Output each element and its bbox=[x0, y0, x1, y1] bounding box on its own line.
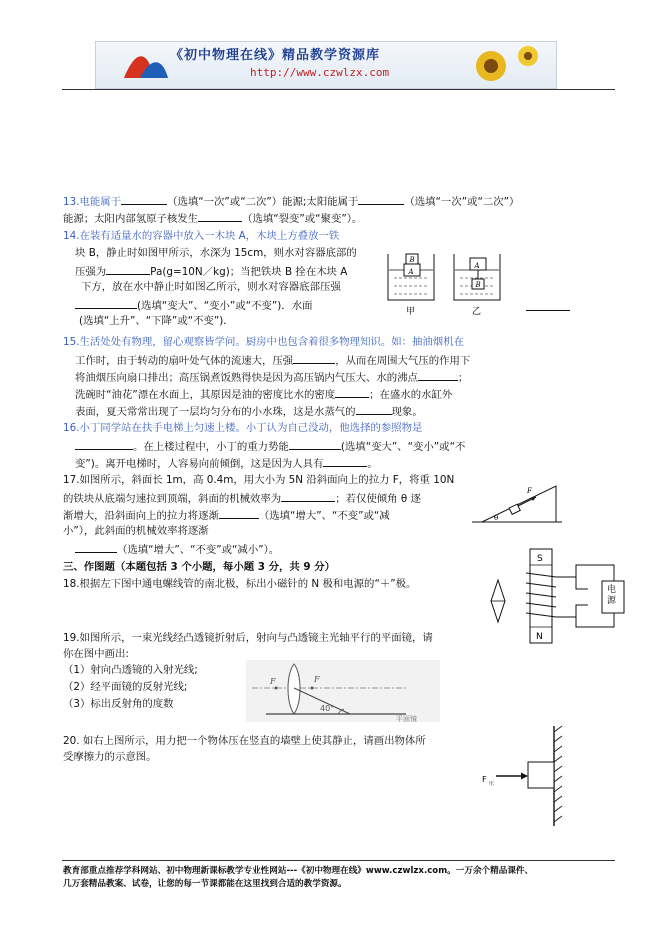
answer-blank[interactable] bbox=[358, 194, 404, 205]
answer-blank[interactable] bbox=[526, 300, 570, 311]
label-f-press: F bbox=[482, 775, 487, 784]
question-17-line-2: 的铁块从底端匀速拉到顶端，斜面的机械效率为 ；若仅使倾角 θ 逐 bbox=[63, 493, 421, 505]
question-14-line-4: 下方，放在水中静止时如图乙所示，则水对容器底部压强 bbox=[81, 281, 341, 293]
answer-blank[interactable] bbox=[281, 491, 335, 502]
question-19-line-4: （2）经平面镜的反射光线; bbox=[63, 681, 188, 693]
question-14-line-1: 14.在装有适量水的容器中放入一木块 A，木块上方叠放一铁 bbox=[63, 230, 340, 242]
question-16-line-3: 变”)。离开电梯时，人容易向前倾倒，这是因为人具有 。 bbox=[75, 458, 378, 470]
question-17-line-4: 小”），此斜面的机械效率将逐渐 bbox=[63, 525, 209, 537]
answer-blank[interactable] bbox=[198, 211, 242, 222]
answer-blank[interactable] bbox=[356, 404, 392, 415]
label-focal-left: F bbox=[270, 677, 276, 686]
question-19-line-1: 19.如图所示，一束光线经凸透镜折射后，射向与凸透镜主光轴平行的平面镜，请 bbox=[63, 632, 433, 644]
answer-blank[interactable] bbox=[75, 542, 117, 553]
label-f-press-subscript: 压 bbox=[489, 781, 495, 787]
figure-18-magnet-needle bbox=[488, 578, 508, 624]
answer-blank[interactable] bbox=[75, 298, 137, 309]
question-14-line-2: 块 B，静止时如图甲所示，水深为 15cm，则水对容器底部的 bbox=[75, 247, 357, 259]
label-mirror: 平面镜 bbox=[396, 715, 417, 722]
answer-blank[interactable] bbox=[293, 353, 335, 364]
label-focal-right: F bbox=[314, 675, 320, 684]
label-jia: 甲 bbox=[406, 307, 416, 317]
object-block bbox=[528, 762, 554, 788]
label-force: F bbox=[527, 487, 532, 495]
footer-line-2: 几万套精品教案、试卷，让您的每一节课都能在这里找到合适的教学资源。 bbox=[63, 879, 347, 889]
banner-url[interactable]: http://www.czwlzx.com bbox=[250, 66, 390, 79]
figure-19-lens-mirror bbox=[246, 660, 440, 722]
figure-14-containers bbox=[380, 248, 515, 318]
question-20-line-2: 受摩擦力的示意图。 bbox=[63, 751, 157, 763]
question-15-line-3: 将油烟压向扇口排出；高压锅煮饭熟得快是因为高压锅内气压大、水的沸点 ； bbox=[75, 372, 469, 384]
answer-blank[interactable] bbox=[335, 387, 369, 398]
question-15-line-5: 表面，夏天常常出现了一层均匀分布的小水珠，这是水蒸气的 现象。 bbox=[75, 406, 423, 418]
question-19-line-3: （1）射向凸透镜的入射光线; bbox=[63, 664, 198, 676]
question-15-line-1: 15.生活处处有物理，留心观察皆学问。厨房中也包含着很多物理知识。如：抽油烟机在 bbox=[63, 336, 464, 348]
question-15-line-2: 工作时，由于转动的扇叶处气体的流速大，压强 ，从而在周围大气压的作用下 bbox=[75, 355, 471, 367]
answer-blank[interactable] bbox=[106, 264, 150, 275]
label-n: N bbox=[536, 632, 543, 642]
answer-blank[interactable] bbox=[219, 508, 259, 519]
footer-line-1: 教育部重点推荐学科网站、初中物理新课标教学专业性网站---《初中物理在线》www.czwlzx.com。一万余个精品课件、 bbox=[63, 866, 534, 876]
label-a: A bbox=[408, 268, 414, 276]
question-14-line-3: 压强为 Pa(g=10N／kg)；当把铁块 B 拴在木块 A bbox=[75, 266, 348, 278]
answer-blank[interactable] bbox=[323, 456, 367, 467]
answer-blank[interactable] bbox=[121, 194, 167, 205]
label-b: B bbox=[475, 281, 481, 289]
label-yi: 乙 bbox=[472, 307, 482, 317]
banner-title: 《初中物理在线》精品教学资源库 bbox=[170, 48, 381, 63]
question-16-line-1: 16.小丁同学站在扶手电梯上匀速上楼。小丁认为自己没动，他选择的参照物是 bbox=[63, 422, 423, 434]
label-power: 电源 bbox=[607, 585, 617, 606]
figure-17-incline bbox=[470, 478, 565, 528]
question-17-line-3: 渐增大，沿斜面向上的拉力将逐渐 （选填“增大”、“不变”或“减 bbox=[63, 510, 390, 522]
header-divider bbox=[62, 89, 615, 90]
question-13-line-2: 能源；太阳内部氢原子核发生 （选填“裂变”或“聚变”）。 bbox=[63, 213, 363, 225]
answer-blank[interactable] bbox=[75, 439, 133, 450]
section-3-heading: 三、作图题（本题包括 3 个小题，每小题 3 分，共 9 分） bbox=[63, 561, 335, 573]
figure-20-wall bbox=[478, 722, 564, 832]
question-13-line-1: 13.电能属于 （选填“一次”或“二次”）能源;太阳能属于 （选填“一次”或“二次”） bbox=[63, 196, 520, 208]
question-16-line-2: 。在上楼过程中，小丁的重力势能 (选填“变大”、“变小”或“不 bbox=[75, 439, 465, 454]
label-theta: θ bbox=[494, 514, 499, 522]
question-18: 18.根据左下图中通电螺线管的南北极，标出小磁针的 N 极和电源的“＋”极。 bbox=[63, 578, 417, 590]
footer-divider bbox=[62, 860, 615, 861]
label-a: A bbox=[474, 262, 480, 270]
press-arrow-icon bbox=[521, 773, 528, 780]
question-15-line-4: 洗碗时“油花”漂在水面上，其原因是油的密度比水的密度 ；在盛水的水缸外 bbox=[75, 389, 453, 401]
question-14-line-6: (选填“上升”、“下降”或“不变”)． bbox=[79, 315, 234, 327]
question-19-line-5: （3）标出反射角的度数 bbox=[63, 698, 174, 710]
answer-blank[interactable] bbox=[418, 370, 458, 381]
question-19-line-2: 你在图中画出: bbox=[63, 648, 129, 660]
label-s: S bbox=[537, 554, 543, 564]
question-20-line-1: 20. 如右上图所示，用力把一个物体压在竖直的墙壁上使其静止，请画出物体所 bbox=[63, 735, 426, 747]
label-angle: 40° bbox=[320, 704, 335, 713]
question-17-line-1: 17.如图所示，斜面长 1m，高 0.4m，用大小为 5N 沿斜面向上的拉力 F，将重 10N bbox=[63, 474, 455, 486]
question-17-line-5: （选填“增大”、“不变”或“减小”）。 bbox=[75, 542, 279, 557]
question-14-line-5: (选填“变大”、“变小”或“不变”)．水面 bbox=[75, 298, 312, 313]
answer-blank[interactable] bbox=[289, 439, 341, 450]
label-b: B bbox=[409, 256, 415, 264]
